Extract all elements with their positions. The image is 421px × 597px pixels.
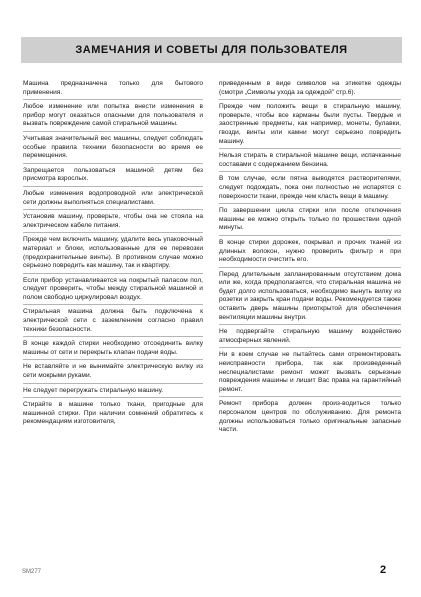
paragraph: Прежде чем положить вещи в стиральную машину, проверьте, чтобы все карманы были пусты. Твердые и заостренные предметы, как например, монеты, булавки, гвозди, винты или камни могут серьезно повредить машину.	[219, 103, 401, 149]
paragraph: приведенным в виде символов на этикетке одежды (смотри „Символы ухода за одеждой" стр.6).	[219, 80, 401, 100]
paragraph: По завершении цикла стирки или после отключения машины ее можно открыть только по прошествии одной минуты.	[219, 207, 401, 236]
paragraph: Учитывая значительный вес машины, следует соблюдать особые правила техники безопасности во время ее перемещения.	[23, 135, 203, 164]
paragraph: Если прибор устанавливается на покрытый паласом пол, следует проверить, чтобы между стиральной машиной и полом свободно циркулировал воздух.	[23, 277, 203, 306]
page-number: 2	[380, 564, 387, 576]
paragraph: В конце стирки дорожек, покрывал и прочих тканей из длинных волокон, нужно проверить фильтр и при необходимости очистить его.	[219, 239, 401, 268]
left-text-column	[23, 80, 203, 432]
paragraph: Запрещается пользоваться машиной детям без присмотра взрослых.	[23, 167, 203, 187]
section-header-bar	[21, 37, 402, 63]
paragraph: Ни в коем случае не пытайтесь сами отремонтировать неисправности прибора, так как произведенный неспециалистами ремонт может вызвать серьезные повреждения машины и лишит Вас права на гарантийный ремонт.	[219, 351, 401, 397]
paragraph: Ремонт прибора должен произ-водиться только персоналом центров по обслуживанию. Для ремонта должны использоваться только оригинальные запасные части.	[219, 400, 401, 434]
paragraph: Не подвергайте стиральную машину воздействию атмосферных явлений.	[219, 328, 401, 348]
paragraph: Прежде чем включить машину, удалите весь упаковочный материал и блоки, использованные для ее перевозки (предохранительные винты). В противном случае можно серьезно повредить как машину, так и квартиру.	[23, 236, 203, 273]
paragraph: Не вставляйте и не вынимайте электрическую вилку из сети мокрыми руками.	[23, 363, 203, 383]
paragraph: Стиральная машина должна быть подключена к электрической сети с заземлением согласно правил техники безопасности.	[23, 308, 203, 337]
document-code: SM277	[22, 569, 42, 575]
paragraph: В том случае, если пятна выводятся растворителями, следует подождать, пока они полностью не испарятся с поверхности ткани, прежде чем класть вещи в машину.	[219, 175, 401, 204]
paragraph: В конце каждой стирки необходимо отсоединить вилку машины от сети и перекрыть клапан подачи воды.	[23, 340, 203, 360]
paragraph: Установив машину, проверьте, чтобы она не стояла на электрическом кабеле питания.	[23, 213, 203, 233]
section-title: ЗАМЕЧАНИЯ И СОВЕТЫ ДЛЯ ПОЛЬЗОВАТЕЛЯ	[75, 44, 348, 56]
paragraph: Не следует перегружать стиральную машину.	[23, 387, 203, 399]
right-text-column	[219, 80, 401, 440]
paragraph: Любые изменения водопроводной или электрической сети должны выполняться специалистами.	[23, 190, 203, 210]
paragraph: Нельзя стирать в стиральной машине вещи, испачканные составами с содержанием бензина.	[219, 152, 401, 172]
paragraph: Машина предназначена только для бытового применения.	[23, 80, 203, 100]
paragraph: Стирайте в машине только ткани, пригодные для машинной стирки. При наличии сомнений обратитесь к рекомендациям изготовителя,	[23, 401, 203, 426]
paragraph: Любое изменение или попытка внести изменения в прибор могут оказаться опасными для пользователя и вызвать повреждение самой стиральной машины.	[23, 103, 203, 132]
paragraph: Перед длительным запланированным отсутствием дома или же, когда предполагается, что стиральная машина не будет долго использоваться, необходимо вынуть вилку из розетки и закрыть кран подачи воды. Рекомендуется также оставить дверь машины приоткрытой для обеспечения вентиляции машины внутри.	[219, 271, 401, 326]
